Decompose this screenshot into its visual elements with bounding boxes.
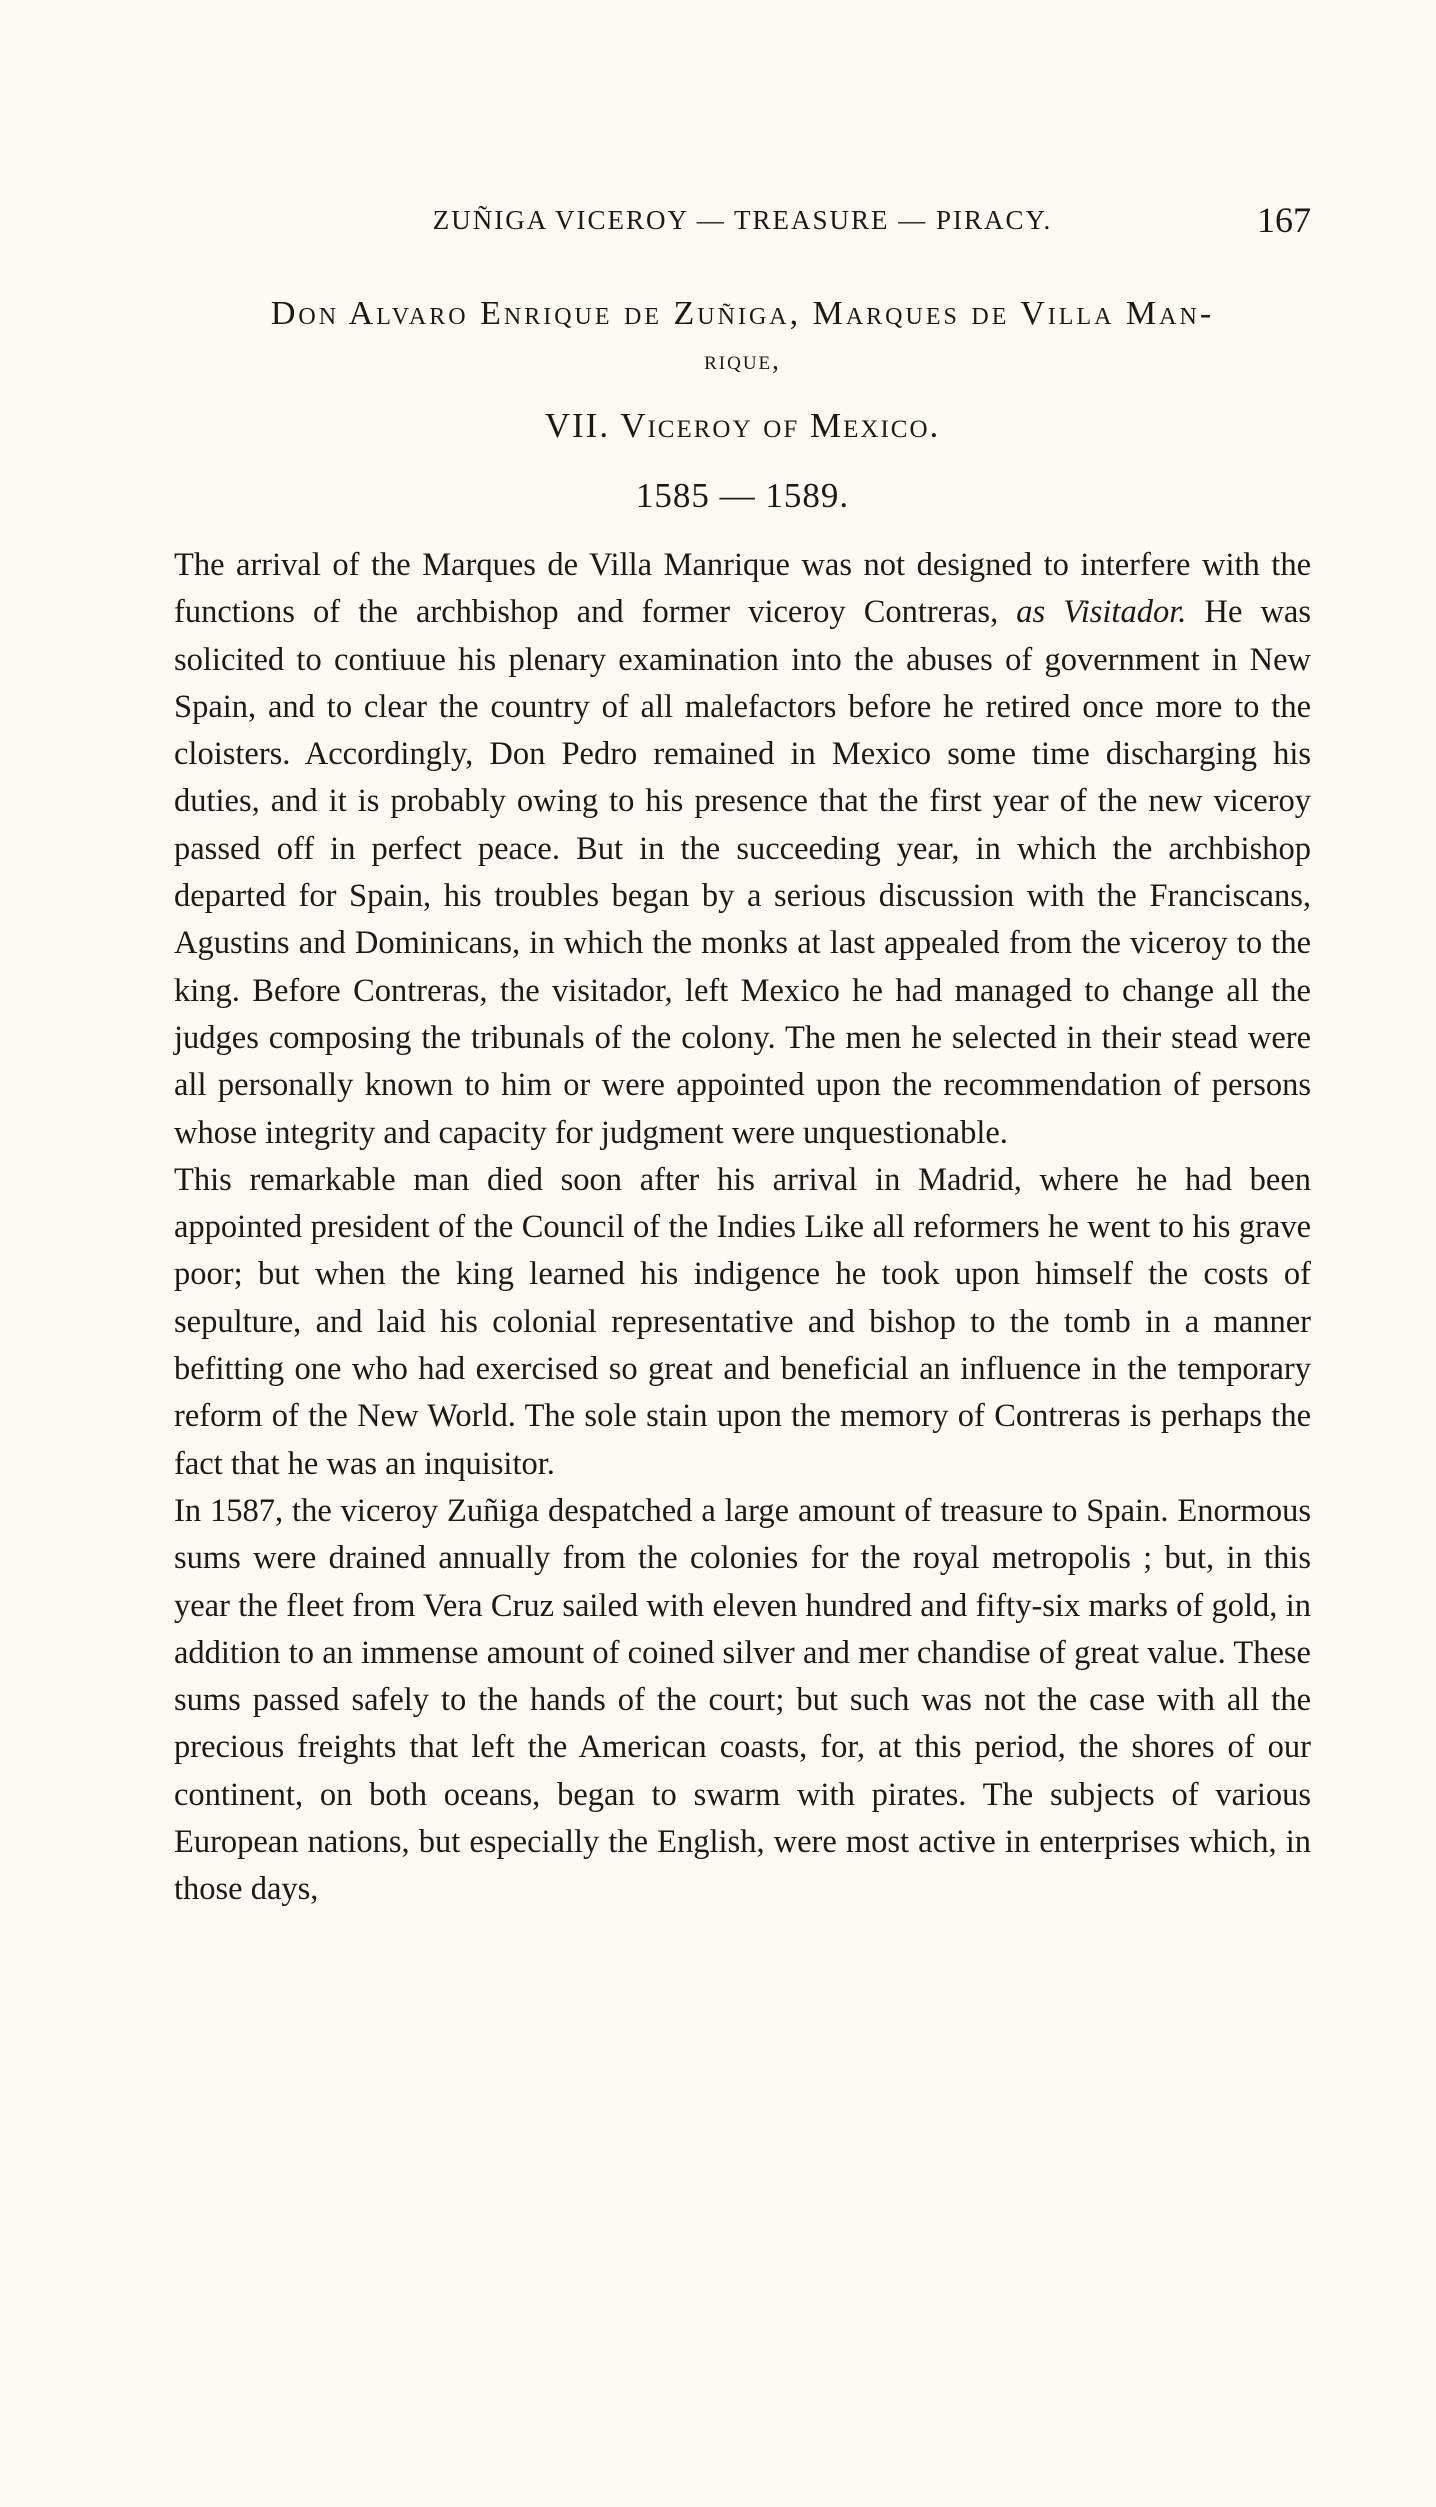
- book-page: [174, 190, 1311, 1914]
- heading-name-continuation: rique,: [704, 345, 781, 375]
- heading-name-line: Don Alvaro Enrique de Zuñiga, Marques de Villa Man-: [270, 295, 1215, 332]
- paragraph-1-italic: as Visitador.: [1016, 594, 1187, 631]
- body-text: [174, 542, 1311, 1914]
- heading-viceroy-title: VII. Viceroy of Mexico.: [544, 406, 941, 445]
- paragraph-2: This remarkable man died soon after his arrival in Madrid, where he had been appointed president of the Council of the Indies Like all reformers he went to his grave poor; but when the king learned his indigence he took upon himself the costs of sepulture, and laid his colonial representative and bishop to the tomb in a manner befitting one who had exercised so great and beneficial an influence in the temporary reform of the New World. The sole stain upon the memory of Contreras is perhaps the fact that he was an inquisitor.: [174, 1161, 1311, 1482]
- page-number: 167: [1257, 200, 1311, 240]
- section-heading: [174, 292, 1311, 520]
- paragraph-1: [174, 542, 1311, 1157]
- heading-years: 1585 — 1589.: [635, 476, 850, 515]
- paragraph-1-rest: He was solicited to contiuue his plenary examination into the abuses of government in New Spain, and to clear the country of all malefactors before he retired once more to the cloisters. Accordingly, Don Pedro remained in Mexico some time discharging his duties, and it is probably owing to his presence that the first year of the new viceroy passed off in perfect peace. But in the succeeding year, in which the archbishop departed for Spain, his troubles began by a serious discussion with the Franciscans, Agustins and Dominicans, in which the monks at last appealed from the viceroy to the king. Before Contreras, the visitador, left Mexico he had managed to change all the judges composing the tribunals of the colony. The men he selected in their stead were all personally known to him or were appointed upon the recommendation of persons whose integrity and capacity for judgment were unquestionable.: [174, 594, 1311, 1151]
- paragraph-3: In 1587, the viceroy Zuñiga despatched a large amount of treasure to Spain. Enormous sums were drained annually from the colonies for the royal metropolis ; but, in this year the fleet from Vera Cruz sailed with eleven hundred and fifty-six marks of gold, in addition to an immense amount of coined silver and mer chandise of great value. These sums passed safely to the hands of the court; but such was not the case with all the precious freights that left the American coasts, for, at this period, the shores of our continent, on both oceans, began to swarm with pirates. The subjects of various European nations, but especially the English, were most active in enterprises which, in those days,: [174, 1492, 1311, 1908]
- paragraph-1-start: The arrival of the Marques de Villa Manrique was not designed to interfere with the functions of the archbishop and former viceroy Contreras,: [174, 547, 1311, 631]
- running-head: [174, 190, 1311, 250]
- running-head-title: ZUÑIGA VICEROY — TREASURE — PIRACY.: [432, 205, 1053, 235]
